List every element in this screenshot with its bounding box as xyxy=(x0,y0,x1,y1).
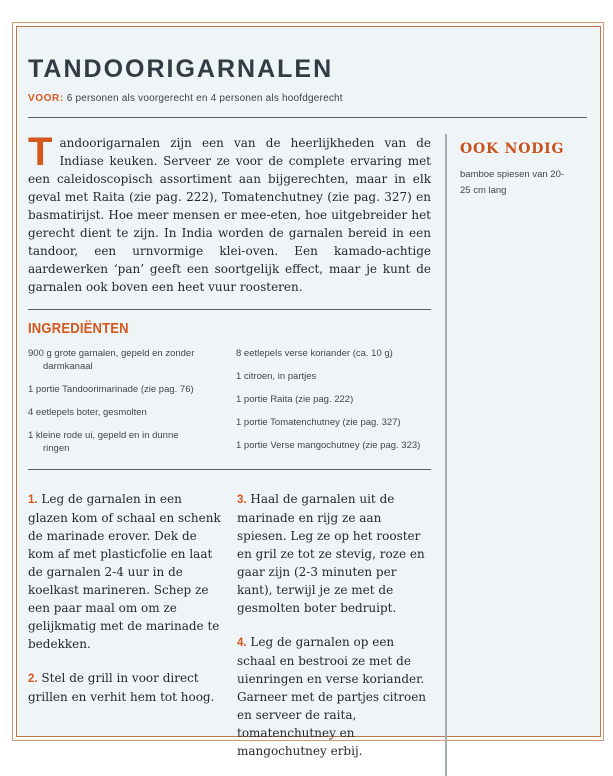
steps-column-left xyxy=(28,490,222,776)
ingredients-column-right xyxy=(236,347,431,465)
drop-cap: T xyxy=(28,130,53,174)
steps-column-right xyxy=(237,490,431,776)
sidebar-text: bamboe spiesen van 20-25 cm lang xyxy=(460,169,565,196)
recipe-page xyxy=(16,26,601,758)
page-title: TANDOORIGARNALEN xyxy=(28,55,334,83)
recipe-header xyxy=(28,55,587,104)
ingredient-item: 1 portie Raita (zie pag. 222) xyxy=(236,394,354,405)
ingredient-item: 4 eetlepels boter, gesmolten xyxy=(28,407,147,418)
ingredients-heading: INGREDIËNTEN xyxy=(28,321,129,337)
ingredient-item: 1 citroen, in partjes xyxy=(236,371,317,382)
main-row xyxy=(28,130,587,776)
step-number: 2. xyxy=(28,673,38,685)
recipe-step: 3. Haal de garnalen uit de marinade en rijg ze aan spiesen. Leg ze op het rooster en gril ze tot ze stevig, roze en gaar zijn (2-3 minuten per kant), terwijl je ze met de gesmolten boter bedruipt. xyxy=(237,492,425,615)
step-number: 3. xyxy=(237,494,247,506)
ingredients-columns xyxy=(28,347,431,465)
also-needed-sidebar xyxy=(445,134,587,776)
ingredients-top-divider xyxy=(28,309,431,310)
ingredient-item: 1 portie Tandoorimarinade (zie pag. 76) xyxy=(28,384,194,395)
ingredient-item: 900 g grote garnalen, gepeld en zonder darmkanaal xyxy=(28,348,195,372)
serves-label: VOOR: xyxy=(28,93,64,104)
step-number: 1. xyxy=(28,494,38,506)
ingredient-item: 1 portie Verse mangochutney (zie pag. 323) xyxy=(236,440,421,451)
sidebar-heading: OOK NODIG xyxy=(460,141,565,157)
serves-text: 6 personen als voorgerecht en 4 personen als hoofdgerecht xyxy=(66,93,343,104)
step-number: 4. xyxy=(237,637,247,649)
ingredients-bottom-divider xyxy=(28,469,431,470)
recipe-step: 4. Leg de garnalen op een schaal en bestrooi ze met de uienringen en verse koriander. Garneer met de partjes citroen en serveer de raita, tomatenchutney en mangochutney erbij. xyxy=(237,635,427,758)
recipe-step: 1. Leg de garnalen in een glazen kom of schaal en schenk de marinade erover. Dek de kom af met plasticfolie en laat de garnalen 2-4 uur in de koelkast marineren. Schep ze een paar maal om om ze gelijkmatig met de marinade te bedekken. xyxy=(28,492,221,651)
ingredients-column-left xyxy=(28,347,198,465)
steps-section xyxy=(28,490,431,776)
recipe-step: 2. Stel de grill in voor direct grillen en verhit hem tot hoog. xyxy=(28,671,215,704)
ingredient-item: 1 kleine rode ui, gepeld en in dunne ringen xyxy=(28,430,179,454)
main-column xyxy=(28,130,445,776)
serves-line xyxy=(28,93,587,104)
header-divider xyxy=(28,117,587,118)
page-content xyxy=(17,27,600,776)
ingredient-item: 1 portie Tomatenchutney (zie pag. 327) xyxy=(236,417,401,428)
ingredient-item: 8 eetlepels verse koriander (ca. 10 g) xyxy=(236,348,393,359)
ingredients-section xyxy=(28,321,431,465)
intro-paragraph xyxy=(28,130,431,296)
intro-text: andoorigarnalen zijn een van de heerlijkheden van de Indiase keuken. Serveer ze voor de complete ervaring met een caleidoscopisch assortiment aan bijgerechten, maar in elk geval met Raita (zie pag. 222), Tomatenchutney (zie pag. 327) en basmatirijst. Hoe meer mensen er mee-eten, hoe uitgebreider het gerecht dient te zijn. In India worden de garnalen bereid in een tandoor, een urnvormige klei-oven. Een kamado-achtige aardewerken ‘pan’ geeft een soortgelijk effect, maar je kunt de garnalen ook boven een heet vuur roosteren. xyxy=(28,136,431,294)
